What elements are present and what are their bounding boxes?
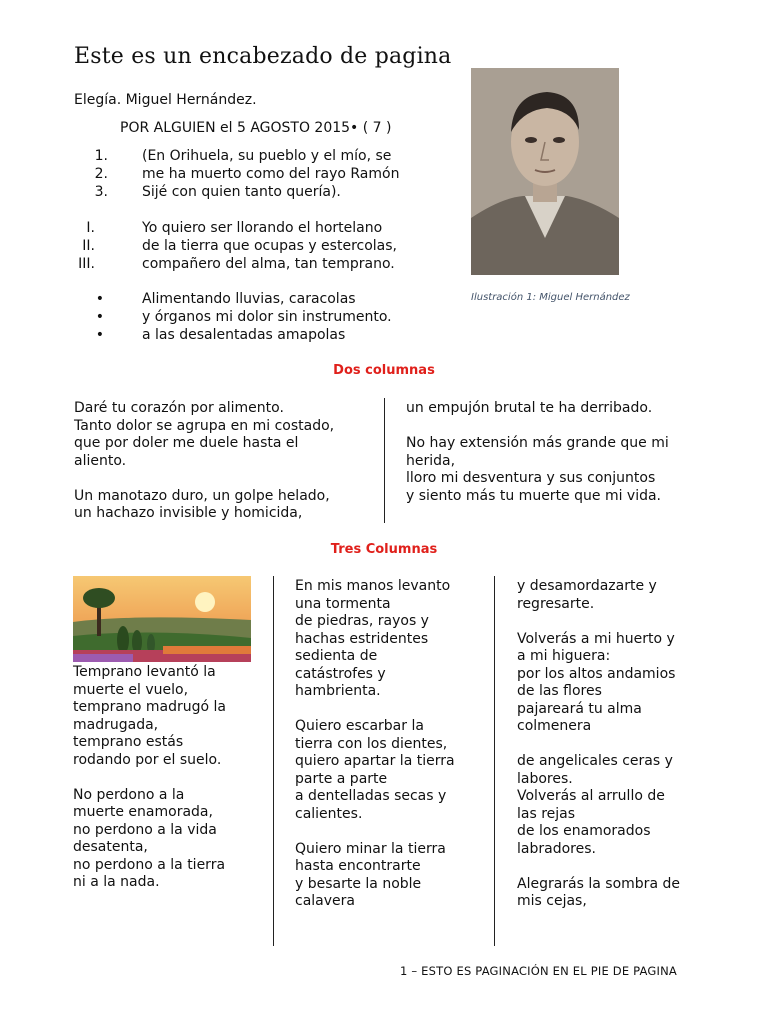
bullet-icon: • [95, 291, 104, 307]
page-header: Este es un encabezado de pagina [74, 44, 452, 69]
list-marker: 3. [94, 184, 108, 200]
list-text: me ha muerto como del rayo Ramón [142, 166, 400, 182]
list-marker: 2. [94, 166, 108, 182]
poem-title: Elegía. Miguel Hernández. [74, 92, 257, 108]
portrait-photo [471, 68, 619, 275]
list-marker: III. [78, 256, 95, 272]
list-marker: 1. [94, 148, 108, 164]
column-divider [494, 576, 495, 946]
list-text: (En Orihuela, su pueblo y el mío, se [142, 148, 392, 164]
list-text: a las desalentadas amapolas [142, 327, 346, 343]
column-divider [384, 398, 385, 523]
list-marker: I. [86, 220, 95, 236]
list-text: Yo quiero ser llorando el hortelano [142, 220, 383, 236]
photo-caption: Ilustración 1: Miguel Hernández [471, 292, 630, 303]
three-columns-col3: y desamordazarte y regresarte. Volverás a mi huerto y a mi higuera: por los altos andamios de las flores pajareará tu alma colmenera de angelicales ceras y labores. Volverás al arrullo de las rejas de los enamorados labradores. Alegrarás la sombra de mis cejas, [517, 578, 680, 909]
list-text: de la tierra que ocupas y estercolas, [142, 238, 397, 254]
column-divider [273, 576, 274, 946]
portrait-illustration [471, 68, 619, 275]
list-text: Alimentando lluvias, caracolas [142, 291, 356, 307]
list-text: Sijé con quien tanto quería). [142, 184, 341, 200]
list-marker: II. [82, 238, 95, 254]
two-columns-title: Dos columnas [333, 363, 435, 378]
page-footer: 1 – ESTO ES PAGINACIÓN EN EL PIE DE PAGINA [400, 964, 677, 978]
two-columns-left: Daré tu corazón por alimento. Tanto dolor se agrupa en mi costado, que por doler me duele hasta el aliento. Un manotazo duro, un golpe helado, un hachazo invisible y homicida, [74, 400, 335, 521]
landscape-illustration [73, 576, 251, 662]
bullet-icon: • [95, 309, 104, 325]
list-text: y órganos mi dolor sin instrumento. [142, 309, 392, 325]
three-columns-col1: Temprano levantó la muerte el vuelo, temprano madrugó la madrugada, temprano estás rodando por el suelo. No perdono a la muerte enamorada, no perdono a la vida desatenta, no perdono a la tierra ni a la nada. [73, 664, 226, 890]
two-columns-right: un empujón brutal te ha derribado. No hay extensión más grande que mi herida, lloro mi desventura y sus conjuntos y siento más tu muerte que mi vida. [406, 400, 669, 504]
byline: POR ALGUIEN el 5 AGOSTO 2015• ( 7 ) [120, 120, 392, 136]
three-columns-col2: En mis manos levanto una tormenta de piedras, rayos y hachas estridentes sedienta de catástrofes y hambrienta. Quiero escarbar la tierra con los dientes, quiero apartar la tierra parte a parte a dentelladas secas y calientes. Quiero minar la tierra hasta encontrarte y besarte la noble calavera [295, 578, 455, 909]
bullet-icon: • [95, 327, 104, 343]
list-text: compañero del alma, tan temprano. [142, 256, 395, 272]
landscape-image [73, 576, 251, 662]
three-columns-title: Tres Columnas [330, 542, 438, 557]
